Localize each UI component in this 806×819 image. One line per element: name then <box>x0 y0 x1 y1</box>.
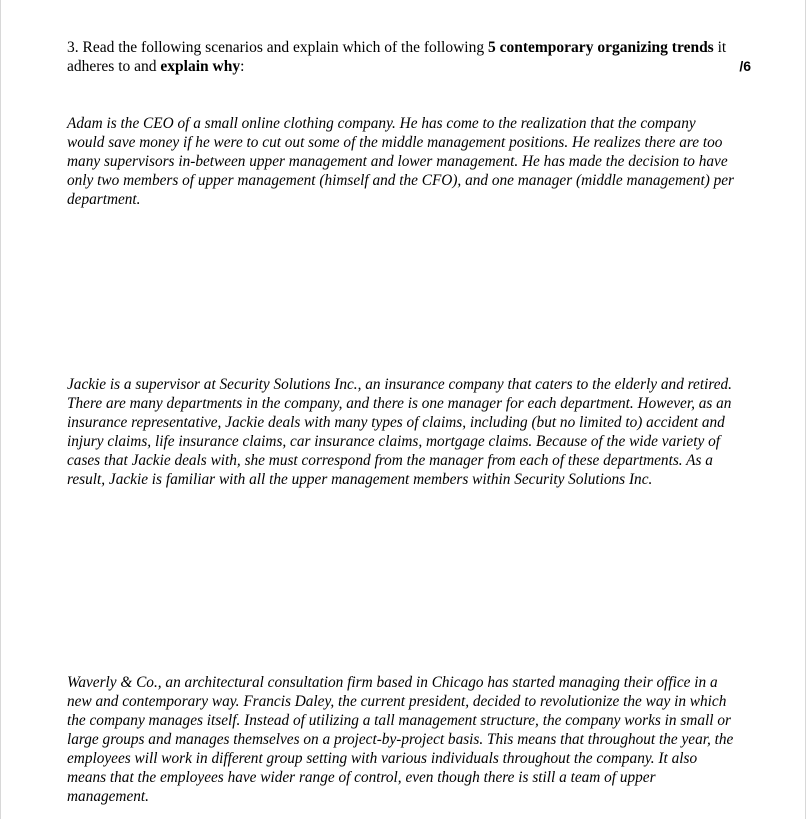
question-prompt <box>67 38 751 76</box>
scenario-line: cases that Jackie deals with, she must correspond from the manager from each of these departments. As a <box>67 452 713 469</box>
marks-label: /6 <box>739 58 751 74</box>
scenario-line: employees will work in different group setting with various individuals throughout the company. It also <box>67 750 698 767</box>
scenario-line: Adam is the CEO of a small online clothing company. He has come to the realization that the company <box>67 115 696 132</box>
scenario-line: many supervisors in-between upper management and lower management. He has made the decision to have <box>67 153 728 170</box>
scenario-line: would save money if he were to cut out some of the middle management positions. He realizes there are too <box>67 134 723 151</box>
scenario-line: large groups and manages themselves on a project-by-project basis. This means that throughout the year, the <box>67 731 734 748</box>
scenario-jackie <box>67 375 767 489</box>
scenario-line: injury claims, life insurance claims, car insurance claims, mortgage claims. Because of the wide variety of <box>67 433 720 450</box>
scenario-line: new and contemporary way. Francis Daley, the current president, decided to revolutionize the way in which <box>67 693 727 710</box>
question-text: 3. Read the following scenarios and explain which of the following <box>67 39 488 56</box>
scenario-line: There are many departments in the company, and there is one manager for each department. However, as an <box>67 395 732 412</box>
question-text: : <box>240 58 245 75</box>
scenario-line: means that the employees have wider range of control, even though there is still a team of upper <box>67 769 656 786</box>
scenario-line: the company manages itself. Instead of utilizing a tall management structure, the company works in small or <box>67 712 731 729</box>
scenario-line: management. <box>67 788 149 805</box>
question-text: it <box>713 39 727 56</box>
question-emphasis: explain why <box>160 58 241 75</box>
scenario-line: result, Jackie is familiar with all the upper management members within Security Solutions Inc. <box>67 471 653 488</box>
scenario-line: insurance representative, Jackie deals with many types of claims, including (but no limited to) accident and <box>67 414 725 431</box>
question-line-2 <box>67 57 751 76</box>
scenario-waverly <box>67 673 767 806</box>
scenario-line: only two members of upper management (himself and the CFO), and one manager (middle management) per <box>67 172 734 189</box>
question-emphasis: 5 contemporary organizing trends <box>487 39 714 56</box>
question-line-1 <box>67 38 751 57</box>
scenario-line: department. <box>67 191 141 208</box>
scenario-line: Jackie is a supervisor at Security Solutions Inc., an insurance company that caters to the elderly and retired. <box>67 376 732 393</box>
scenario-adam <box>67 114 767 209</box>
scenario-line: Waverly & Co., an architectural consultation firm based in Chicago has started managing their office in a <box>67 674 718 691</box>
question-text: adheres to and <box>67 58 161 75</box>
